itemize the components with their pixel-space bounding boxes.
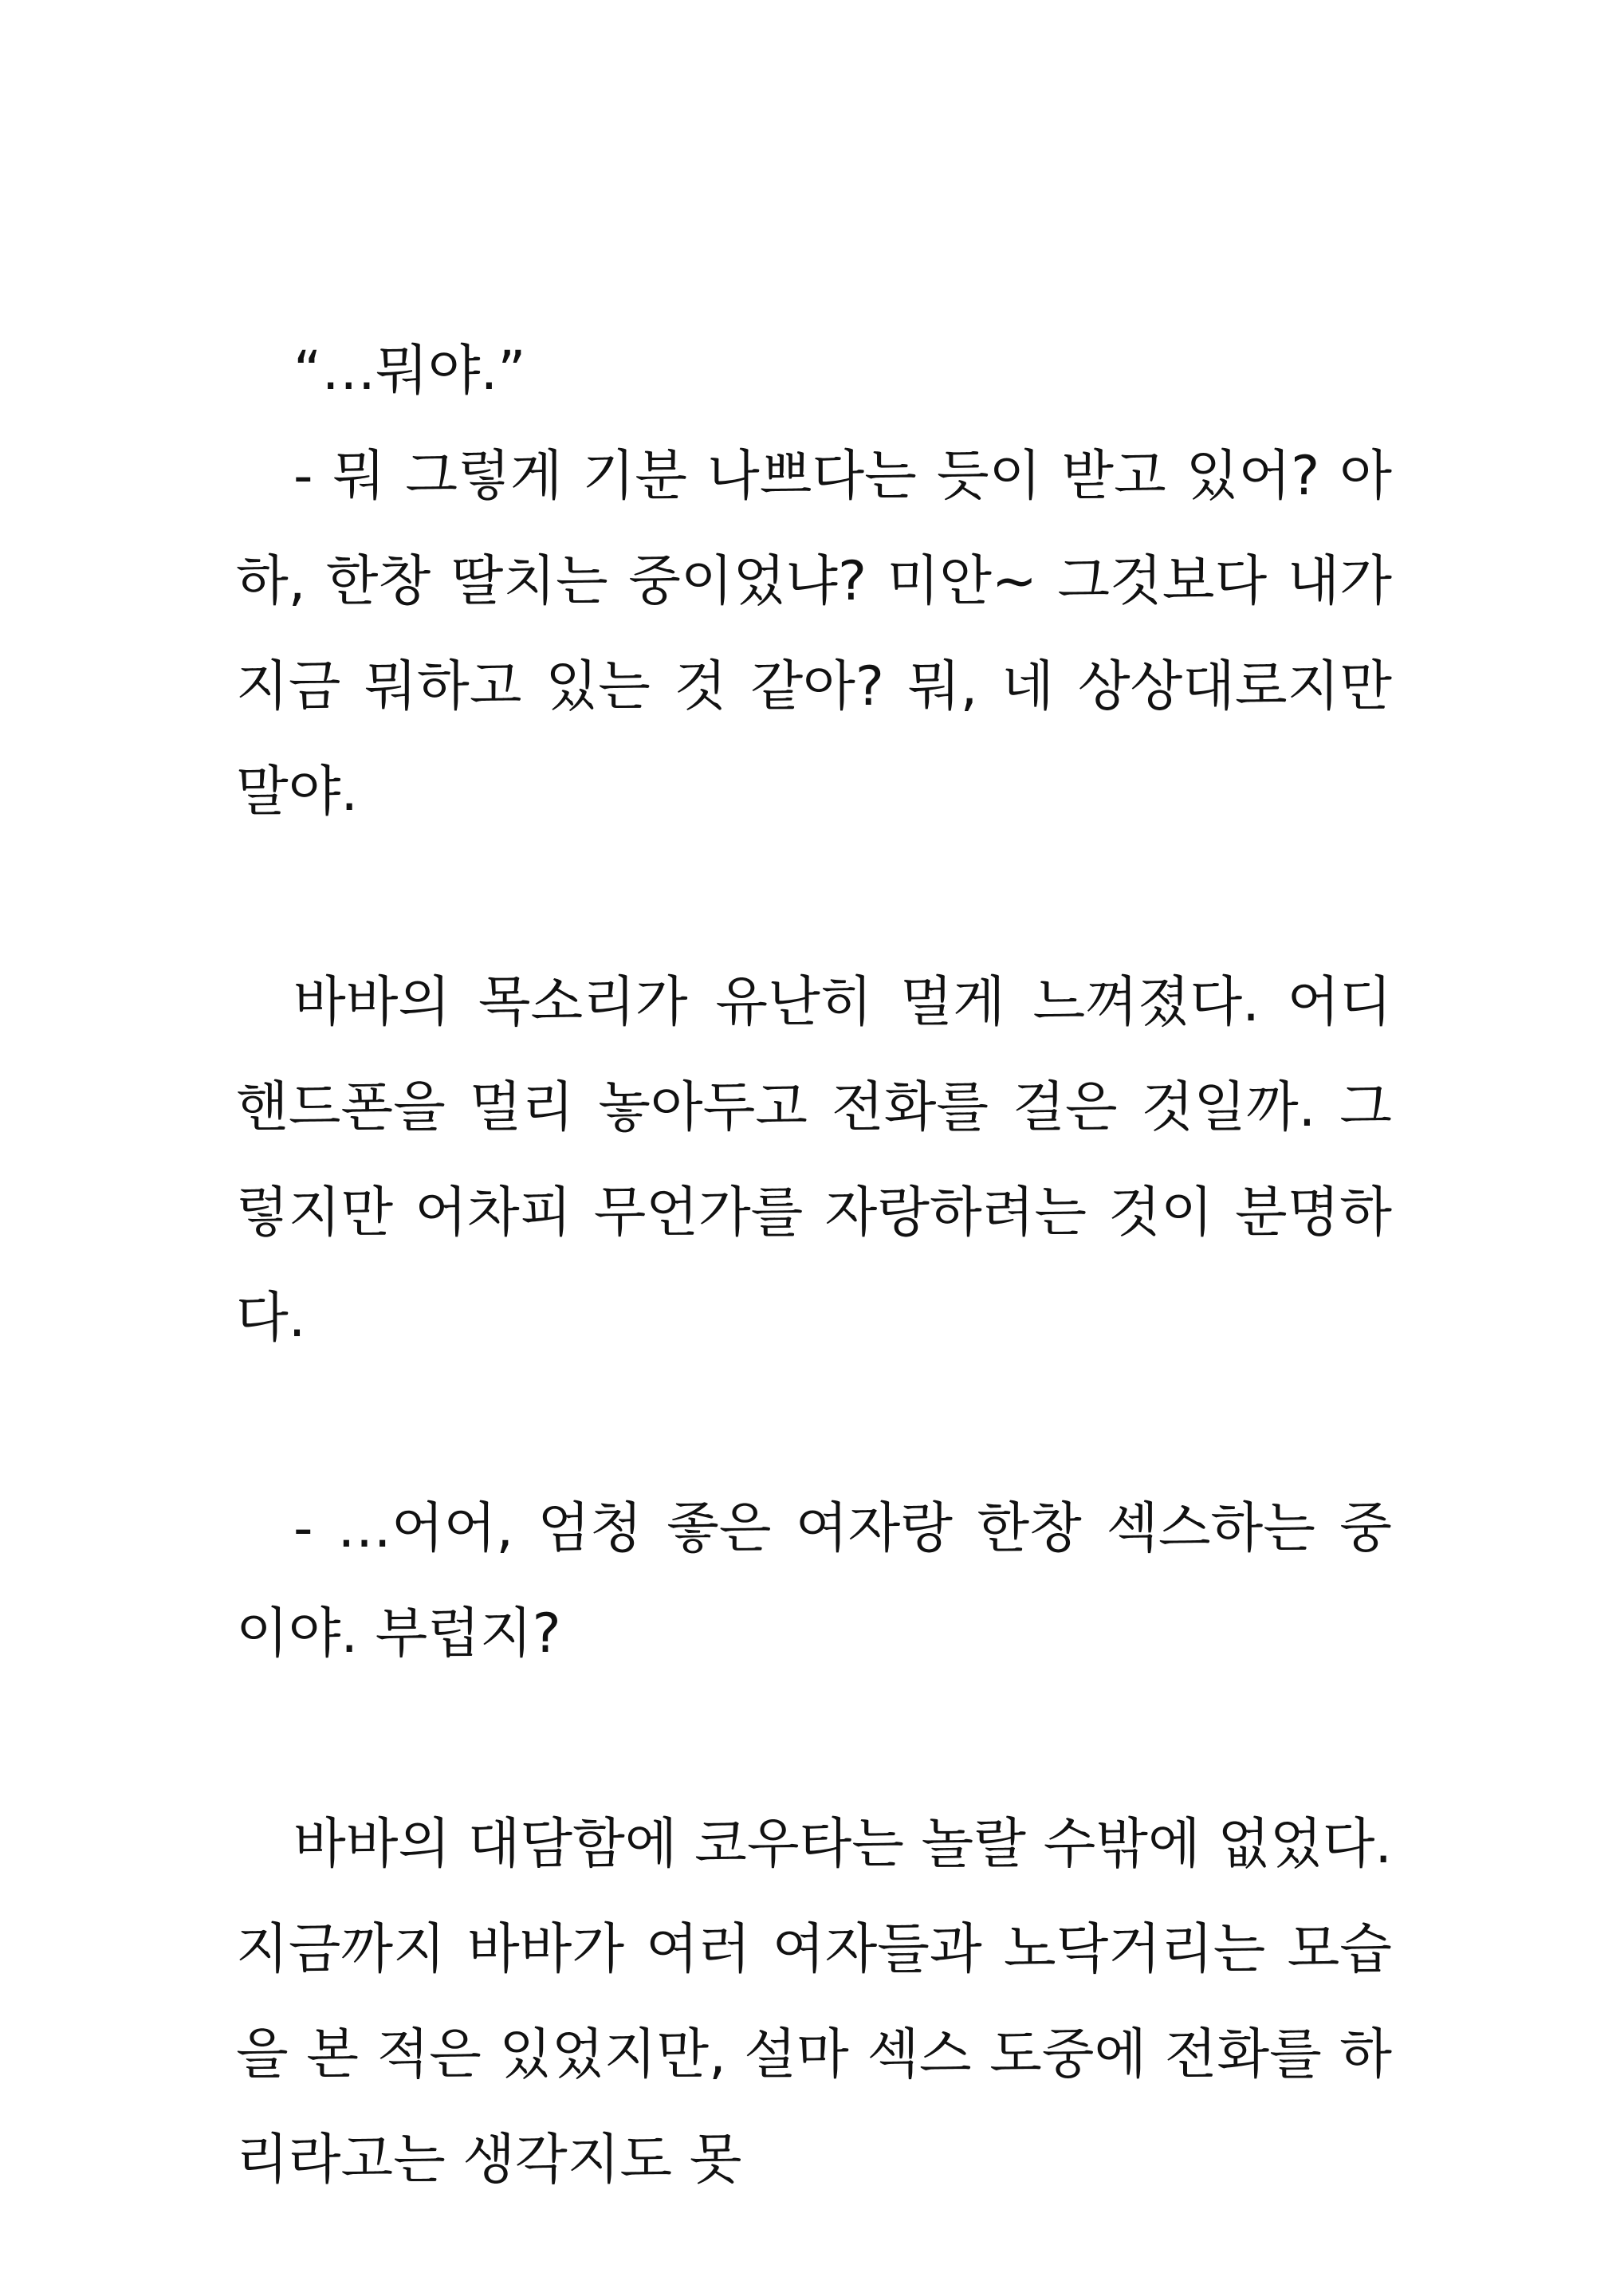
paragraph-gap bbox=[236, 1371, 1392, 1476]
paragraph-gap bbox=[236, 845, 1392, 950]
narration-paragraph: 바바의 대담함에 코우타는 놀랄 수밖에 없었다. 지금까지 바바가 여러 여자들과 노닥거리는 모습을 본 적은 있었지만, 설마 섹스 도중에 전화를 하리라고는 생각지도 못 bbox=[236, 1813, 1392, 2192]
dialogue-paragraph: - …어어, 엄청 좋은 여자랑 한창 섹스하는 중이야. 부럽지? bbox=[236, 1497, 1392, 1665]
paragraph-gap bbox=[236, 1687, 1392, 1792]
dialogue-line: “…뭐야.” bbox=[293, 340, 526, 403]
narration-paragraph: 바바의 목소리가 유난히 멀게 느껴졌다. 어디 핸드폰을 멀리 놓아두고 전화를 걸은 것일까. 그렇지만 어차피 무언가를 자랑하려는 것이 분명하다. bbox=[236, 971, 1392, 1350]
dialogue-paragraph: - 뭐 그렇게 기분 나쁘다는 듯이 받고 있어? 아하, 한창 딸치는 중이었냐? 미안~ 그것보다 내가 지금 뭐하고 있는 것 같아? 뭐, 네 상상대로지만 말야. bbox=[236, 445, 1392, 824]
body-text bbox=[236, 319, 1392, 2213]
